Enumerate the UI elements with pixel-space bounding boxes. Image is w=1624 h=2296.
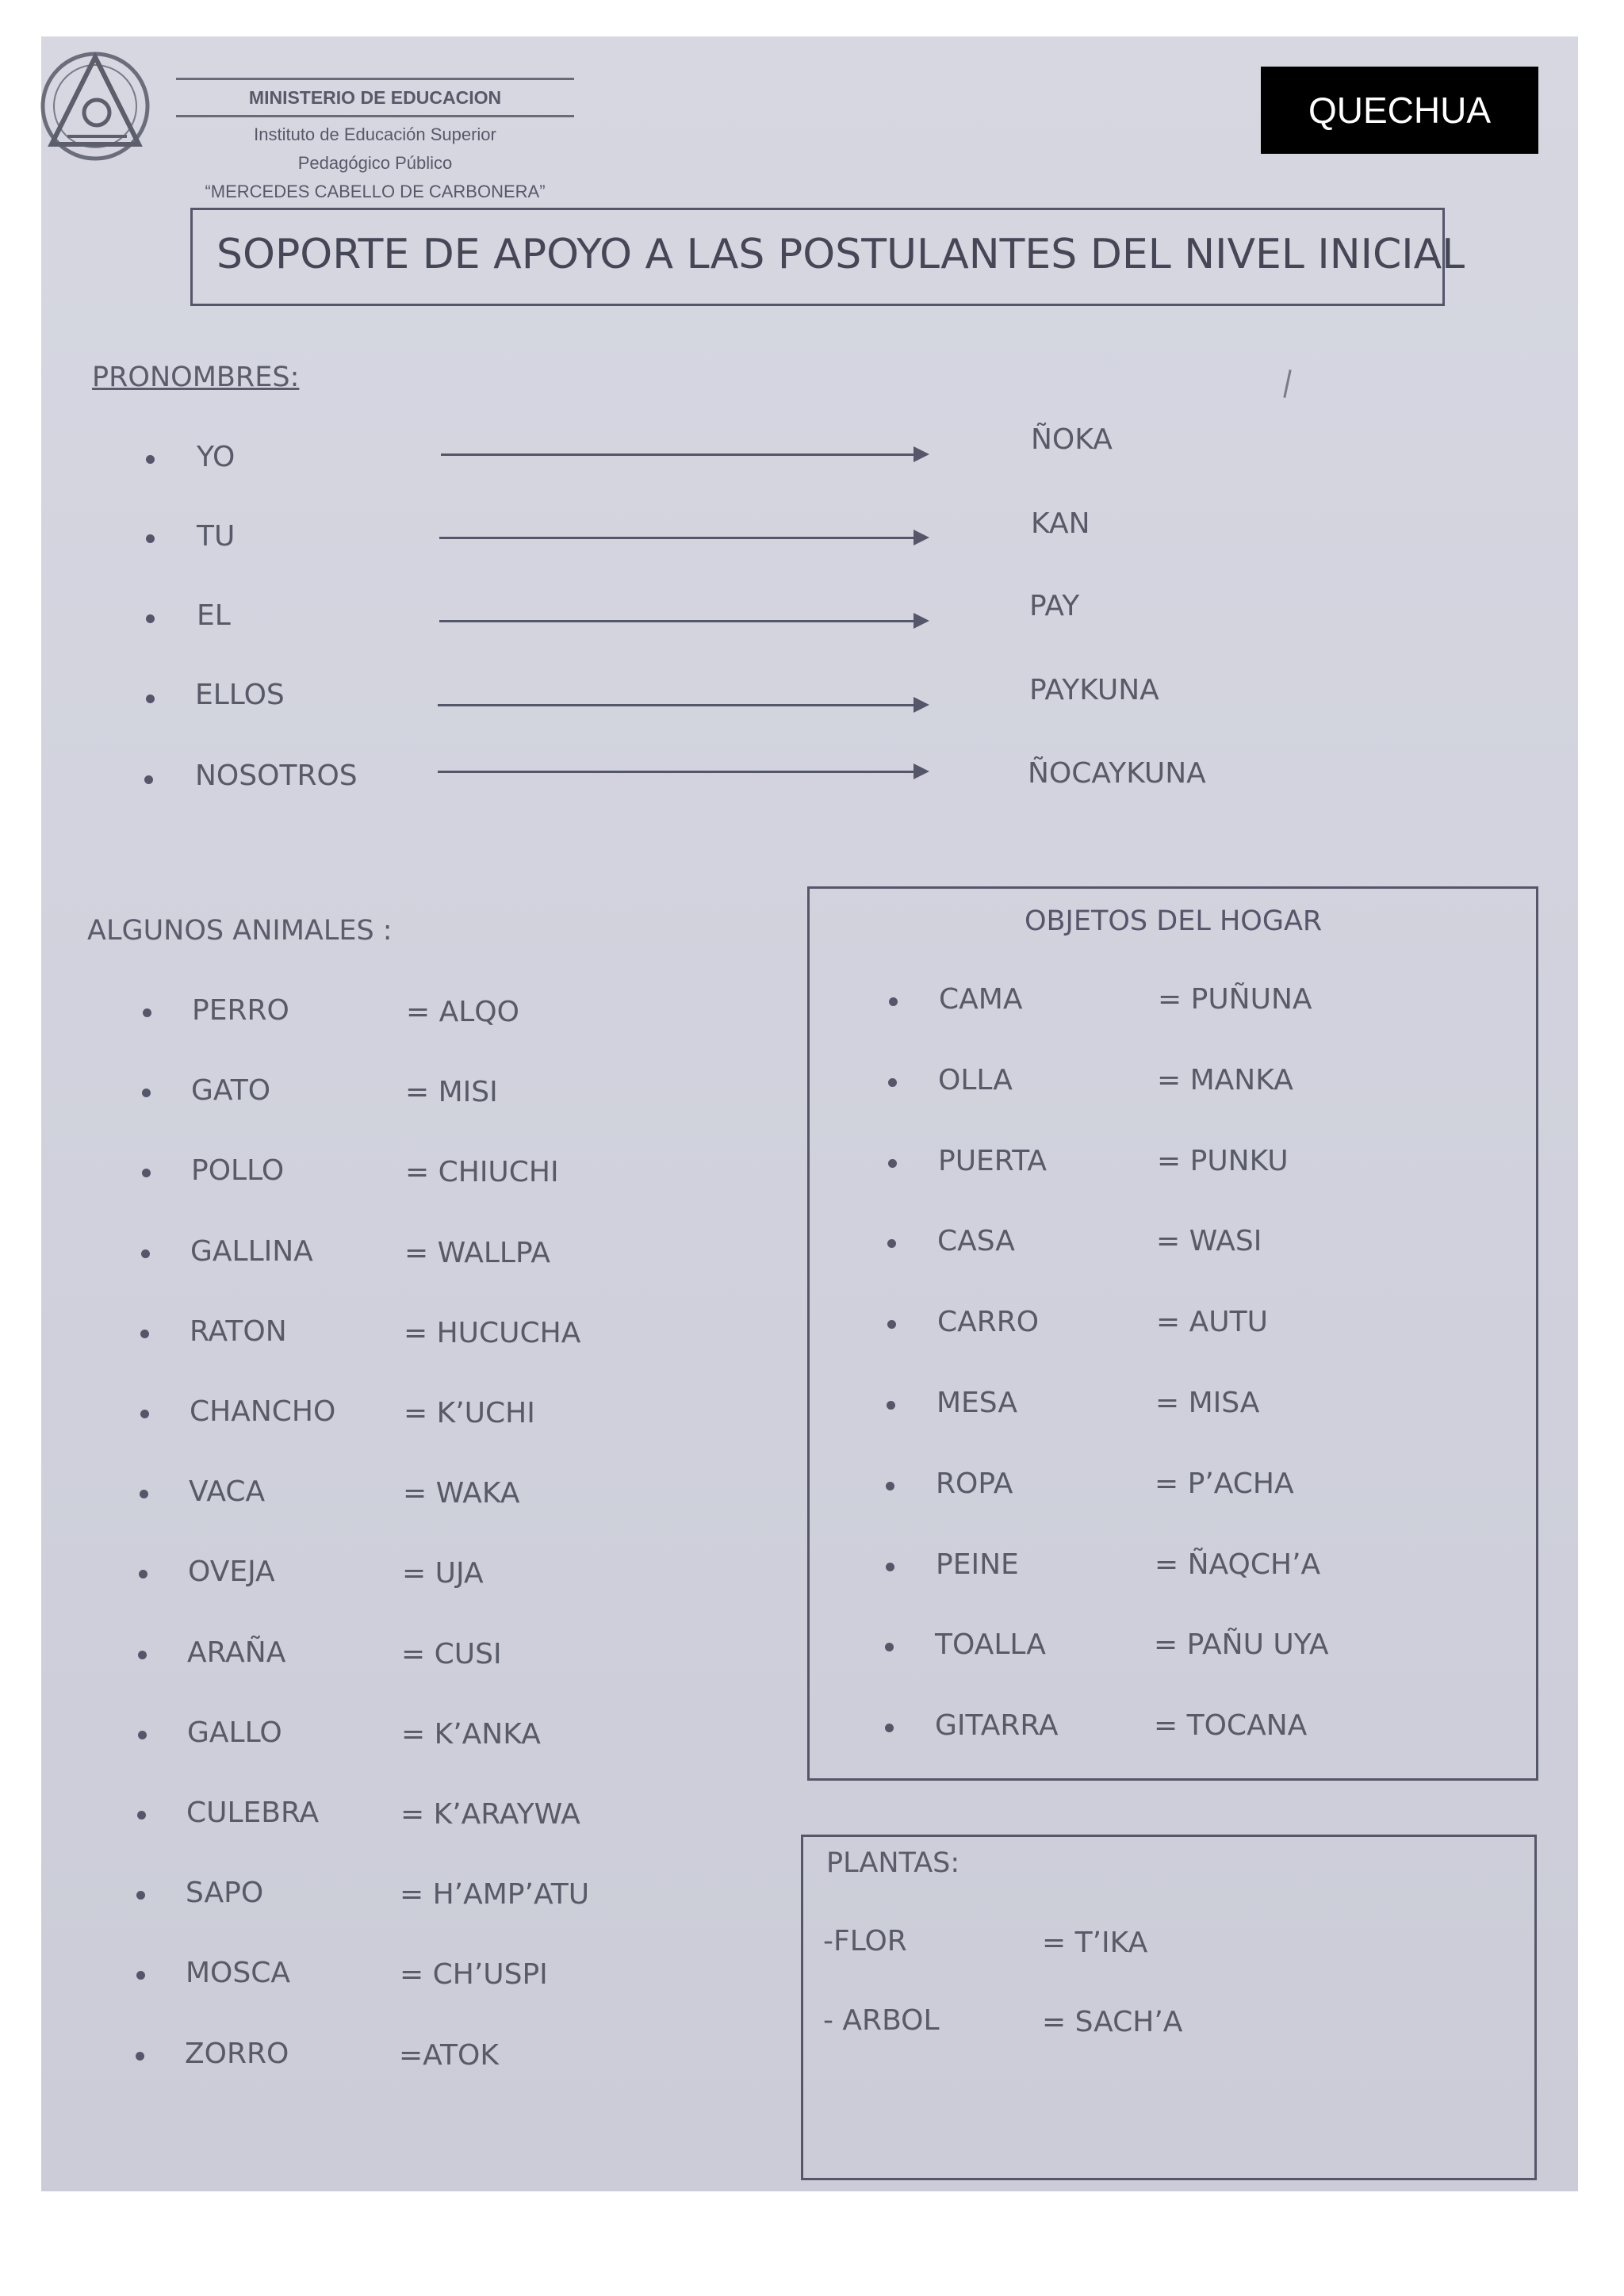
bullet <box>138 1651 147 1659</box>
pronoun-es: NOSOTROS <box>195 760 358 792</box>
animal-qu: = HUCUCHA <box>404 1317 581 1349</box>
animal-qu: = H’AMP’ATU <box>400 1878 590 1911</box>
animal-qu: = MISI <box>405 1076 498 1108</box>
pronoun-qu: ÑOCAYKUNA <box>1028 757 1206 790</box>
animales-heading: ALGUNOS ANIMALES : <box>87 915 393 947</box>
animal-es: POLLO <box>191 1154 285 1187</box>
animal-qu: = ALQO <box>406 996 519 1028</box>
institution-header <box>176 75 574 206</box>
hogar-es: OLLA <box>938 1064 1013 1096</box>
bullet <box>142 1089 151 1097</box>
bullet <box>146 455 155 464</box>
bullet <box>140 1410 149 1418</box>
animal-qu: = WAKA <box>403 1477 520 1510</box>
animal-es: GALLO <box>187 1716 282 1749</box>
planta-qu: = SACH’A <box>1042 2006 1183 2038</box>
animal-es: OVEJA <box>188 1556 275 1588</box>
hogar-qu: = MISA <box>1155 1387 1260 1419</box>
bullet <box>885 1643 894 1651</box>
arrow-icon <box>438 704 923 706</box>
bullet <box>142 1169 151 1177</box>
arrow-icon <box>438 771 923 773</box>
bullet <box>886 1563 894 1571</box>
page-title: SOPORTE DE APOYO A LAS POSTULANTES DEL NIVEL INICIAL <box>216 231 1465 278</box>
bullet <box>136 2052 144 2061</box>
animal-qu: = K’UCHI <box>404 1397 535 1429</box>
pronoun-es: ELLOS <box>195 679 285 711</box>
hogar-qu: = MANKA <box>1157 1064 1293 1096</box>
animal-qu: = UJA <box>402 1557 484 1590</box>
hogar-es: CASA <box>937 1225 1015 1257</box>
institution-logo <box>40 41 151 176</box>
hogar-es: PEINE <box>936 1548 1019 1581</box>
hogar-qu: = P’ACHA <box>1155 1468 1294 1500</box>
animal-es: MOSCA <box>186 1957 291 1989</box>
institution-college: “MERCEDES CABELLO DE CARBONERA” <box>205 182 546 201</box>
animal-qu: = CH’USPI <box>400 1958 548 1991</box>
animal-es: CHANCHO <box>190 1395 336 1428</box>
bullet <box>887 1320 896 1329</box>
institution-type: Pedagógico Público <box>297 153 453 173</box>
bullet <box>136 1891 145 1900</box>
hogar-qu: = WASI <box>1156 1225 1262 1257</box>
pronoun-es: EL <box>197 599 231 632</box>
hogar-qu: = ÑAQCH’A <box>1155 1548 1321 1581</box>
bullet <box>888 1078 897 1087</box>
bullet <box>144 775 153 784</box>
bullet <box>146 534 155 543</box>
bullet <box>146 614 155 623</box>
arrow-icon <box>441 453 923 456</box>
animal-es: CULEBRA <box>186 1797 320 1829</box>
bullet <box>140 1330 149 1338</box>
arrow-icon <box>439 620 923 622</box>
bullet <box>886 1482 894 1490</box>
pronoun-qu: KAN <box>1031 507 1090 540</box>
bullet <box>889 997 898 1006</box>
institution-ministry: MINISTERIO DE EDUCACION <box>248 87 502 108</box>
arrow-icon <box>439 537 923 539</box>
hogar-heading: OBJETOS DEL HOGAR <box>1025 905 1323 937</box>
hogar-qu: = TOCANA <box>1154 1709 1308 1742</box>
hogar-qu: = PUÑUNA <box>1158 983 1312 1016</box>
bullet <box>888 1159 897 1168</box>
planta-qu: = T’IKA <box>1042 1927 1148 1959</box>
hogar-es: PUERTA <box>938 1145 1048 1177</box>
bullet <box>141 1249 150 1258</box>
language-tag: QUECHUA <box>1261 67 1538 154</box>
animal-es: ARAÑA <box>187 1636 286 1669</box>
hogar-qu: = PAÑU UYA <box>1154 1628 1329 1661</box>
animal-qu: =ATOK <box>399 2039 499 2072</box>
bullet <box>139 1570 147 1578</box>
hogar-es: CARRO <box>937 1306 1040 1338</box>
title-box <box>190 208 1465 306</box>
animal-es: SAPO <box>186 1877 264 1909</box>
planta-es: - ARBOL <box>823 2004 940 2037</box>
hogar-qu: = AUTU <box>1156 1306 1268 1338</box>
hogar-qu: = PUNKU <box>1157 1145 1289 1177</box>
bullet <box>143 1008 151 1017</box>
bullet <box>137 1811 146 1820</box>
animal-es: GALLINA <box>190 1235 313 1268</box>
animal-qu: = CUSI <box>401 1638 502 1670</box>
hogar-es: ROPA <box>936 1468 1013 1500</box>
animal-es: GATO <box>191 1074 271 1107</box>
animal-qu: = WALLPA <box>404 1237 551 1269</box>
bullet <box>136 1971 145 1980</box>
hogar-es: TOALLA <box>935 1628 1046 1661</box>
pronoun-qu: PAYKUNA <box>1029 674 1159 706</box>
bullet <box>140 1490 148 1498</box>
pronoun-qu: ÑOKA <box>1031 423 1113 456</box>
hogar-es: GITARRA <box>935 1709 1059 1742</box>
pronombres-heading: PRONOMBRES: <box>92 362 300 393</box>
bullet <box>885 1724 894 1732</box>
bullet <box>887 1239 896 1248</box>
animal-qu: = K’ANKA <box>401 1718 541 1751</box>
animal-es: VACA <box>189 1475 266 1508</box>
animal-qu: = K’ARAYWA <box>400 1798 580 1831</box>
planta-es: -FLOR <box>823 1925 907 1957</box>
animal-es: RATON <box>190 1315 287 1348</box>
bullet <box>138 1731 147 1739</box>
bullet <box>887 1401 895 1410</box>
plantas-heading: PLANTAS: <box>826 1847 960 1879</box>
animal-es: ZORRO <box>185 2038 289 2070</box>
pronoun-es: TU <box>197 520 236 553</box>
bullet <box>146 695 155 703</box>
pronoun-es: YO <box>197 441 236 473</box>
pronoun-qu: PAY <box>1029 590 1080 622</box>
hogar-es: MESA <box>936 1387 1017 1419</box>
hogar-es: CAMA <box>939 983 1023 1016</box>
animal-es: PERRO <box>192 994 289 1027</box>
animal-qu: = CHIUCHI <box>405 1156 559 1188</box>
institution-name: Instituto de Educación Superior <box>254 124 496 144</box>
